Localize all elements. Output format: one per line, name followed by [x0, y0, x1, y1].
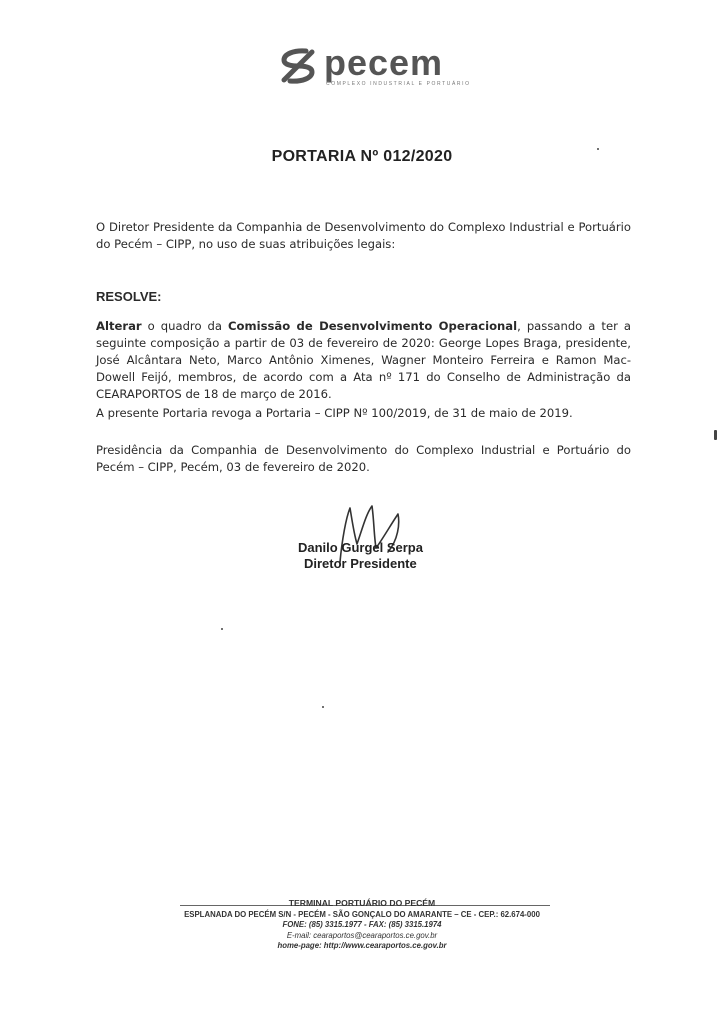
footer-homepage: home-page: http://www.cearaportos.ce.gov.br [277, 941, 447, 950]
footer-address: ESPLANADA DO PECÉM S/N - PECÉM - SÃO GONÇALO DO AMARANTE – CE - CEP.: 62.674-000 [184, 909, 540, 919]
resolution-text-b: , passando a ter a seguinte composição a partir de 03 de fevereiro de 2020: George Lopes Braga, presidente, José Alcântara Neto, Marco Antônio Ximenes, Wagner Monteiro Ferreira e Ramon Mac-Dowell Feijó, membros, de acordo com a Ata nº 171 do Conselho de Administração da CEARAPORTOS de 18 de março de 2016. [96, 319, 631, 401]
scan-speck [322, 706, 324, 708]
resolution-text-a: o quadro da [141, 319, 229, 333]
resolution-paragraph [96, 318, 631, 403]
committee-name: Comissão de Desenvolvimento Operacional [228, 319, 518, 333]
pecem-logo-mark-icon [276, 46, 320, 86]
scan-speck [714, 430, 717, 440]
footer-terminal-name: TERMINAL PORTUÁRIO DO PECÉM [288, 898, 436, 908]
resolve-heading: RESOLVE: [96, 289, 162, 304]
logo-subtitle: COMPLEXO INDUSTRIAL E PORTUÁRIO [326, 81, 471, 87]
place-date-paragraph: Presidência da Companhia de Desenvolvimento do Complexo Industrial e Portuário do Pecém – CIPP, Pecém, 03 de fevereiro de 2020. [96, 443, 631, 474]
footer-email: E-mail: cearaportos@cearaportos.ce.gov.br [286, 930, 438, 940]
signatory-role: Diretor Presidente [304, 556, 417, 571]
preamble-paragraph: O Diretor Presidente da Companhia de Desenvolvimento do Complexo Industrial e Portuário do Pecém – CIPP, no uso de suas atribuições legais: [96, 220, 631, 251]
logo-wordmark: pecem [324, 42, 444, 83]
resolution-verb: Alterar [96, 319, 142, 333]
footer-phone: FONE: (85) 3315.1977 - FAX: (85) 3315.1974 [282, 920, 442, 929]
pecem-logo [276, 42, 471, 92]
scan-speck [221, 628, 223, 630]
revocation-paragraph: A presente Portaria revoga a Portaria – CIPP Nº 100/2019, de 31 de maio de 2019. [96, 406, 573, 420]
document-title: PORTARIA Nº 012/2020 [271, 148, 453, 165]
signature-block [280, 500, 470, 580]
scan-speck [597, 148, 599, 150]
signatory-name: Danilo Gurgel Serpa [298, 540, 423, 555]
footer [0, 898, 724, 952]
